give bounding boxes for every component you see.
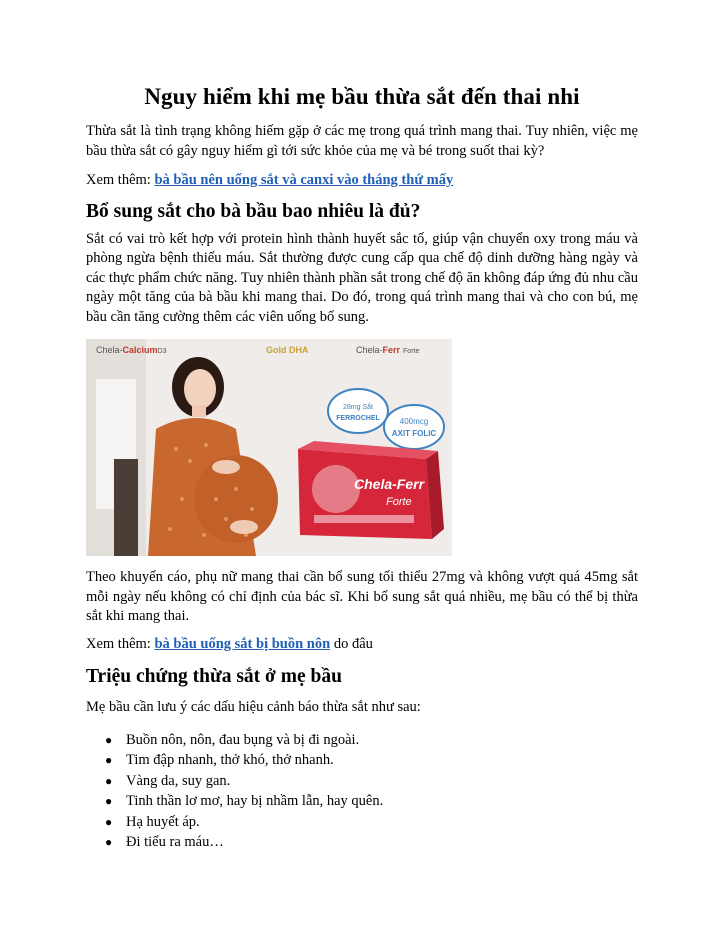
list-item: ● Buồn nôn, nôn, đau bụng và bị đi ngoài. <box>126 730 638 751</box>
list-item: ● Tim đập nhanh, thở khó, thở nhanh. <box>126 750 638 771</box>
bullet-icon: ● <box>105 773 113 788</box>
section-2-paragraph: Mẹ bầu cần lưu ý các dấu hiệu cảnh báo thừa sắt như sau: <box>86 699 421 715</box>
section-1-heading: Bổ sung sắt cho bà bầu bao nhiêu là đủ? <box>86 200 421 222</box>
svg-text:FERROCHEL: FERROCHEL <box>336 415 380 422</box>
intro-paragraph: Thừa sắt là tình trạng không hiếm gặp ở các mẹ trong quá trình mang thai. Tuy nhiên, việc mẹ bầu thừa sắt có gây nguy hiểm gì tới sức khỏe của mẹ và bé trong suốt thai kỳ? <box>86 123 638 159</box>
brand-ferr-label: Chela-Ferr Forte <box>356 345 420 355</box>
see-also-1 <box>86 171 638 191</box>
svg-text:AXIT FOLIC: AXIT FOLIC <box>391 429 437 438</box>
article-body <box>86 82 638 853</box>
list-item: ● Hạ huyết áp. <box>126 812 638 833</box>
face-shape <box>184 369 216 409</box>
badge-folic <box>384 405 444 449</box>
brand-dha-label: Gold DHA <box>266 345 309 355</box>
see-also-2-suffix: do đâu <box>330 635 373 652</box>
bullet-icon: ● <box>105 835 113 849</box>
see-also-2-link[interactable]: bà bầu uống sắt bị buồn nôn <box>154 635 331 652</box>
section-2-heading: Triệu chứng thừa sắt ở mẹ bầu <box>86 666 342 687</box>
see-also-1-prefix: Xem thêm: <box>86 172 155 188</box>
page-title: Nguy hiểm khi mẹ bầu thừa sắt đến thai nhi <box>144 84 580 109</box>
list-item: ● Tinh thần lơ mơ, hay bị nhầm lẫn, hay quên. <box>126 791 638 812</box>
list-item: ● Vàng da, suy gan. <box>126 771 638 792</box>
svg-text:28mg Sắt: 28mg Sắt <box>343 404 373 411</box>
product-box <box>298 441 444 539</box>
svg-text:Forte: Forte <box>386 496 412 508</box>
bullet-icon: ● <box>105 753 113 767</box>
bullet-icon: ● <box>105 732 113 747</box>
hand-top <box>212 460 240 474</box>
see-also-1-link[interactable]: bà bầu nên uống sắt và canxi vào tháng thứ mấy <box>154 172 454 188</box>
svg-text:400mcg: 400mcg <box>399 417 429 426</box>
article-image <box>86 339 452 556</box>
section-1-paragraph: Sắt có vai trò kết hợp với protein hình thành huyết sắc tố, giúp vận chuyển oxy trong máu và phòng ngừa bệnh thiếu máu. Sắt thường được cung cấp qua chế độ dinh dưỡng hàng ngày và các thực phẩm chức năng. Tuy nhiên thành phần sắt trong chế độ ăn không đáp ứng đủ nhu cầu ngày một tăng của bà bầu khi mang thai. Do đó, trong quá trình mang thai và cho con bú, mẹ bầu cần tăng cường thêm các viên uống bổ sung. <box>86 230 638 325</box>
list-item: ● Đi tiểu ra máu… <box>126 832 638 853</box>
hand-bottom <box>230 520 258 534</box>
svg-text:Chela-Ferr: Chela-Ferr <box>354 476 425 492</box>
neck-shape <box>192 405 206 417</box>
see-also-2-prefix: Xem thêm: <box>86 635 155 652</box>
article-image-illustration <box>86 339 452 556</box>
badge-iron <box>328 389 388 433</box>
dosage-paragraph: Theo khuyến cáo, phụ nữ mang thai cần bổ sung tối thiểu 27mg và không vượt quá 45mg sắt mỗi ngày nếu không có chỉ định của bác sĩ. Khi bổ sung sắt quá nhiều, mẹ bầu có thể bị thừa sắt khi mang thai. <box>86 569 638 624</box>
image-furniture <box>114 459 138 556</box>
bullet-icon: ● <box>105 794 113 808</box>
see-also-2 <box>86 635 638 655</box>
brand-calcium-label: Chela-CalciumD3 <box>96 345 167 355</box>
bullet-icon: ● <box>105 814 113 829</box>
symptom-list <box>86 730 638 853</box>
